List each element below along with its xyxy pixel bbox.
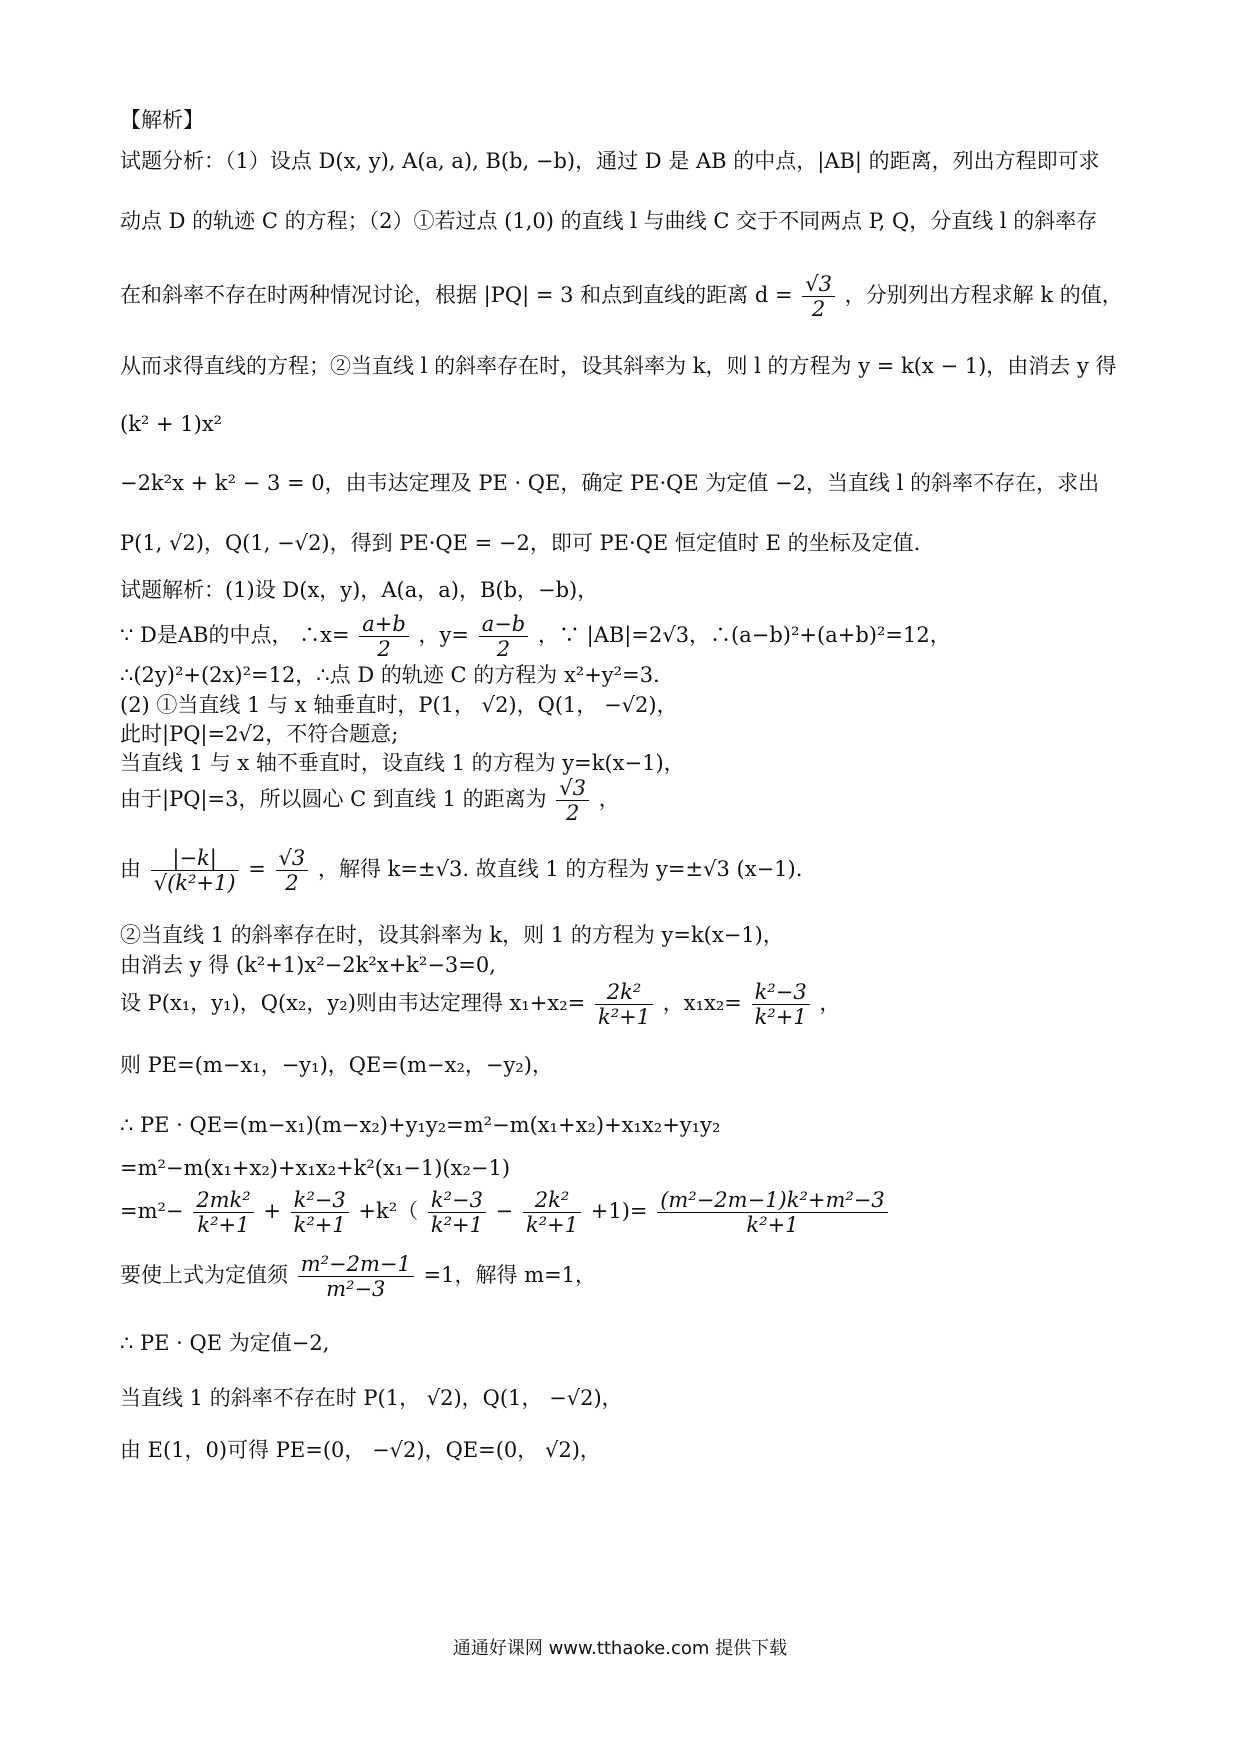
text-segment: ∵ D是AB的中点， ∴x=	[120, 623, 350, 647]
text-segment: ，分别列出方程求解 k 的值，	[844, 283, 1123, 307]
solution-line-e-point: 由 E(1，0)可得 PE=(0， −√2)，QE=(0， √2)，	[120, 1438, 601, 1462]
fraction-2k2: $\frac{\text{2k²}}{\text{k²+1}}$	[523, 1188, 581, 1237]
text-segment: ，x₁x₂=	[662, 991, 742, 1015]
solution-line-simplify	[120, 1188, 891, 1237]
solution-line-solve-k	[120, 846, 802, 895]
text-segment: +1)=	[590, 1199, 648, 1223]
text-segment: 要使上式为定值须	[120, 1263, 288, 1287]
solution-line-trajectory: ∴(2y)²+(2x)²=12，∴点 D 的轨迹 C 的方程为 x²+y²=3.	[120, 663, 660, 687]
section-title: 【解析】	[120, 108, 204, 132]
solution-line-constant: ∴ PE · QE 为定值−2,	[120, 1331, 330, 1355]
text-segment: +	[263, 1199, 281, 1223]
fraction-2k2: $\frac{\text{2k²}}{\text{k²+1}}$	[595, 980, 653, 1029]
solution-line-constant-condition	[120, 1252, 596, 1301]
fraction-2mk2: $\frac{\text{2mk²}}{\text{k²+1}}$	[193, 1188, 253, 1237]
analysis-line-5: (k² + 1)x²	[120, 412, 223, 436]
solution-line-vieta	[120, 980, 840, 1029]
footer-source: 通通好课网 www.tthaoke.com 提供下载	[452, 1638, 788, 1659]
fraction-k2-minus-3: $\frac{\text{k²−3}}{\text{k²+1}}$	[428, 1188, 486, 1237]
text-segment: ，	[819, 991, 841, 1015]
text-segment: 在和斜率不存在时两种情况讨论，根据 |PQ| = 3 和点到直线的距离 d =	[120, 283, 793, 307]
solution-heading: 试题解析：(1)设 D(x，y)，A(a，a)，B(b，−b)，	[120, 578, 599, 602]
solution-line-case2: 当直线 1 与 x 轴不垂直时，设直线 1 的方程为 y=k(x−1)，	[120, 751, 685, 775]
text-segment: −	[495, 1199, 514, 1223]
fraction-sqrt3-over-2: $\frac{√3}{2}$	[802, 272, 835, 321]
solution-line-distance	[120, 776, 620, 825]
analysis-line-3	[120, 272, 1123, 321]
text-segment: ，y=	[418, 623, 469, 647]
fraction-a-minus-b: $\frac{a-b}{2}$	[479, 612, 529, 661]
fraction-a-plus-b: $\frac{a+b}{2}$	[359, 612, 409, 661]
solution-line-midpoint	[120, 612, 951, 661]
text-segment: +k²（	[358, 1199, 419, 1223]
solution-line-slope-none: 当直线 1 的斜率不存在时 P(1， √2)，Q(1， −√2)，	[120, 1386, 623, 1410]
solution-line-quadratic: 由消去 y 得 (k²+1)x²−2k²x+k²−3=0,	[120, 953, 496, 977]
text-segment: 设 P(x₁，y₁)，Q(x₂，y₂)则由韦达定理得 x₁+x₂=	[120, 991, 586, 1015]
solution-line-vectors: 则 PE=(m−x₁，−y₁)，QE=(m−x₂，−y₂)，	[120, 1053, 553, 1077]
analysis-line-7: P(1, √2)，Q(1, −√2)，得到 PE·QE = −2，即可 PE·QE 恒定值时 E 的坐标及定值.	[120, 531, 921, 555]
fraction-m: $\frac{\text{m²−2m−1}}{\text{m²−3}}$	[298, 1252, 414, 1301]
solution-line-slope-exists: ②当直线 1 的斜率存在时，设其斜率为 k，则 1 的方程为 y=k(x−1)，	[120, 923, 784, 947]
analysis-line-4: 从而求得直线的方程；②当直线 l 的斜率存在时，设其斜率为 k，则 l 的方程为 y = k(x − 1)，由消去 y 得	[120, 354, 1117, 378]
solution-line-case1: (2) ①当直线 1 与 x 轴垂直时，P(1， √2)，Q(1， −√2)，	[120, 693, 678, 717]
text-segment: =1，解得 m=1，	[423, 1263, 597, 1287]
solution-line-dot-product: ∴ PE · QE=(m−x₁)(m−x₂)+y₁y₂=m²−m(x₁+x₂)+x₁x₂+y₁y₂	[120, 1113, 721, 1137]
analysis-line-1: 试题分析：（1）设点 D(x, y), A(a, a), B(b, −b)，通过 D 是 AB 的中点，|AB| 的距离，列出方程即可求	[120, 149, 1100, 173]
fraction-k2-minus-3: $\frac{\text{k²−3}}{\text{k²+1}}$	[291, 1188, 349, 1237]
text-segment: =	[248, 857, 266, 881]
text-segment: ，解得 k=±√3. 故直线 1 的方程为 y=±√3 (x−1).	[317, 857, 803, 881]
text-segment: ，∵ |AB|=2√3，∴(a−b)²+(a+b)²=12，	[537, 623, 951, 647]
fraction-big: $\frac{\text{(m²−2m−1)k²+m²−3}}{\text{k²+1}}$	[657, 1188, 888, 1237]
solution-line-expand: =m²−m(x₁+x₂)+x₁x₂+k²(x₁−1)(x₂−1)	[120, 1156, 511, 1180]
analysis-line-6: −2k²x + k² − 3 = 0，由韦达定理及 PE · QE，确定 PE·QE 为定值 −2，当直线 l 的斜率不存在，求出	[120, 471, 1100, 495]
solution-line-case1-result: 此时|PQ|=2√2，不符合题意;	[120, 722, 399, 746]
fraction-sqrt3-over-2: $\frac{√3}{2}$	[556, 776, 589, 825]
fraction-k2-minus-3: $\frac{\text{k²−3}}{\text{k²+1}}$	[752, 980, 810, 1029]
fraction-sqrt3-over-2: $\frac{√3}{2}$	[276, 846, 309, 895]
text-segment: 由	[120, 857, 141, 881]
fraction-abs-k: $\frac{|-k|}{\text{√(k²+1)}}$	[151, 846, 239, 895]
text-segment: ，	[598, 787, 620, 811]
text-segment: =m²−	[120, 1199, 184, 1223]
analysis-line-2: 动点 D 的轨迹 C 的方程；（2）①若过点 (1,0) 的直线 l 与曲线 C 交于不同两点 P, Q，分直线 l 的斜率存	[120, 209, 1098, 233]
text-segment: 由于|PQ|=3，所以圆心 C 到直线 1 的距离为	[120, 787, 547, 811]
